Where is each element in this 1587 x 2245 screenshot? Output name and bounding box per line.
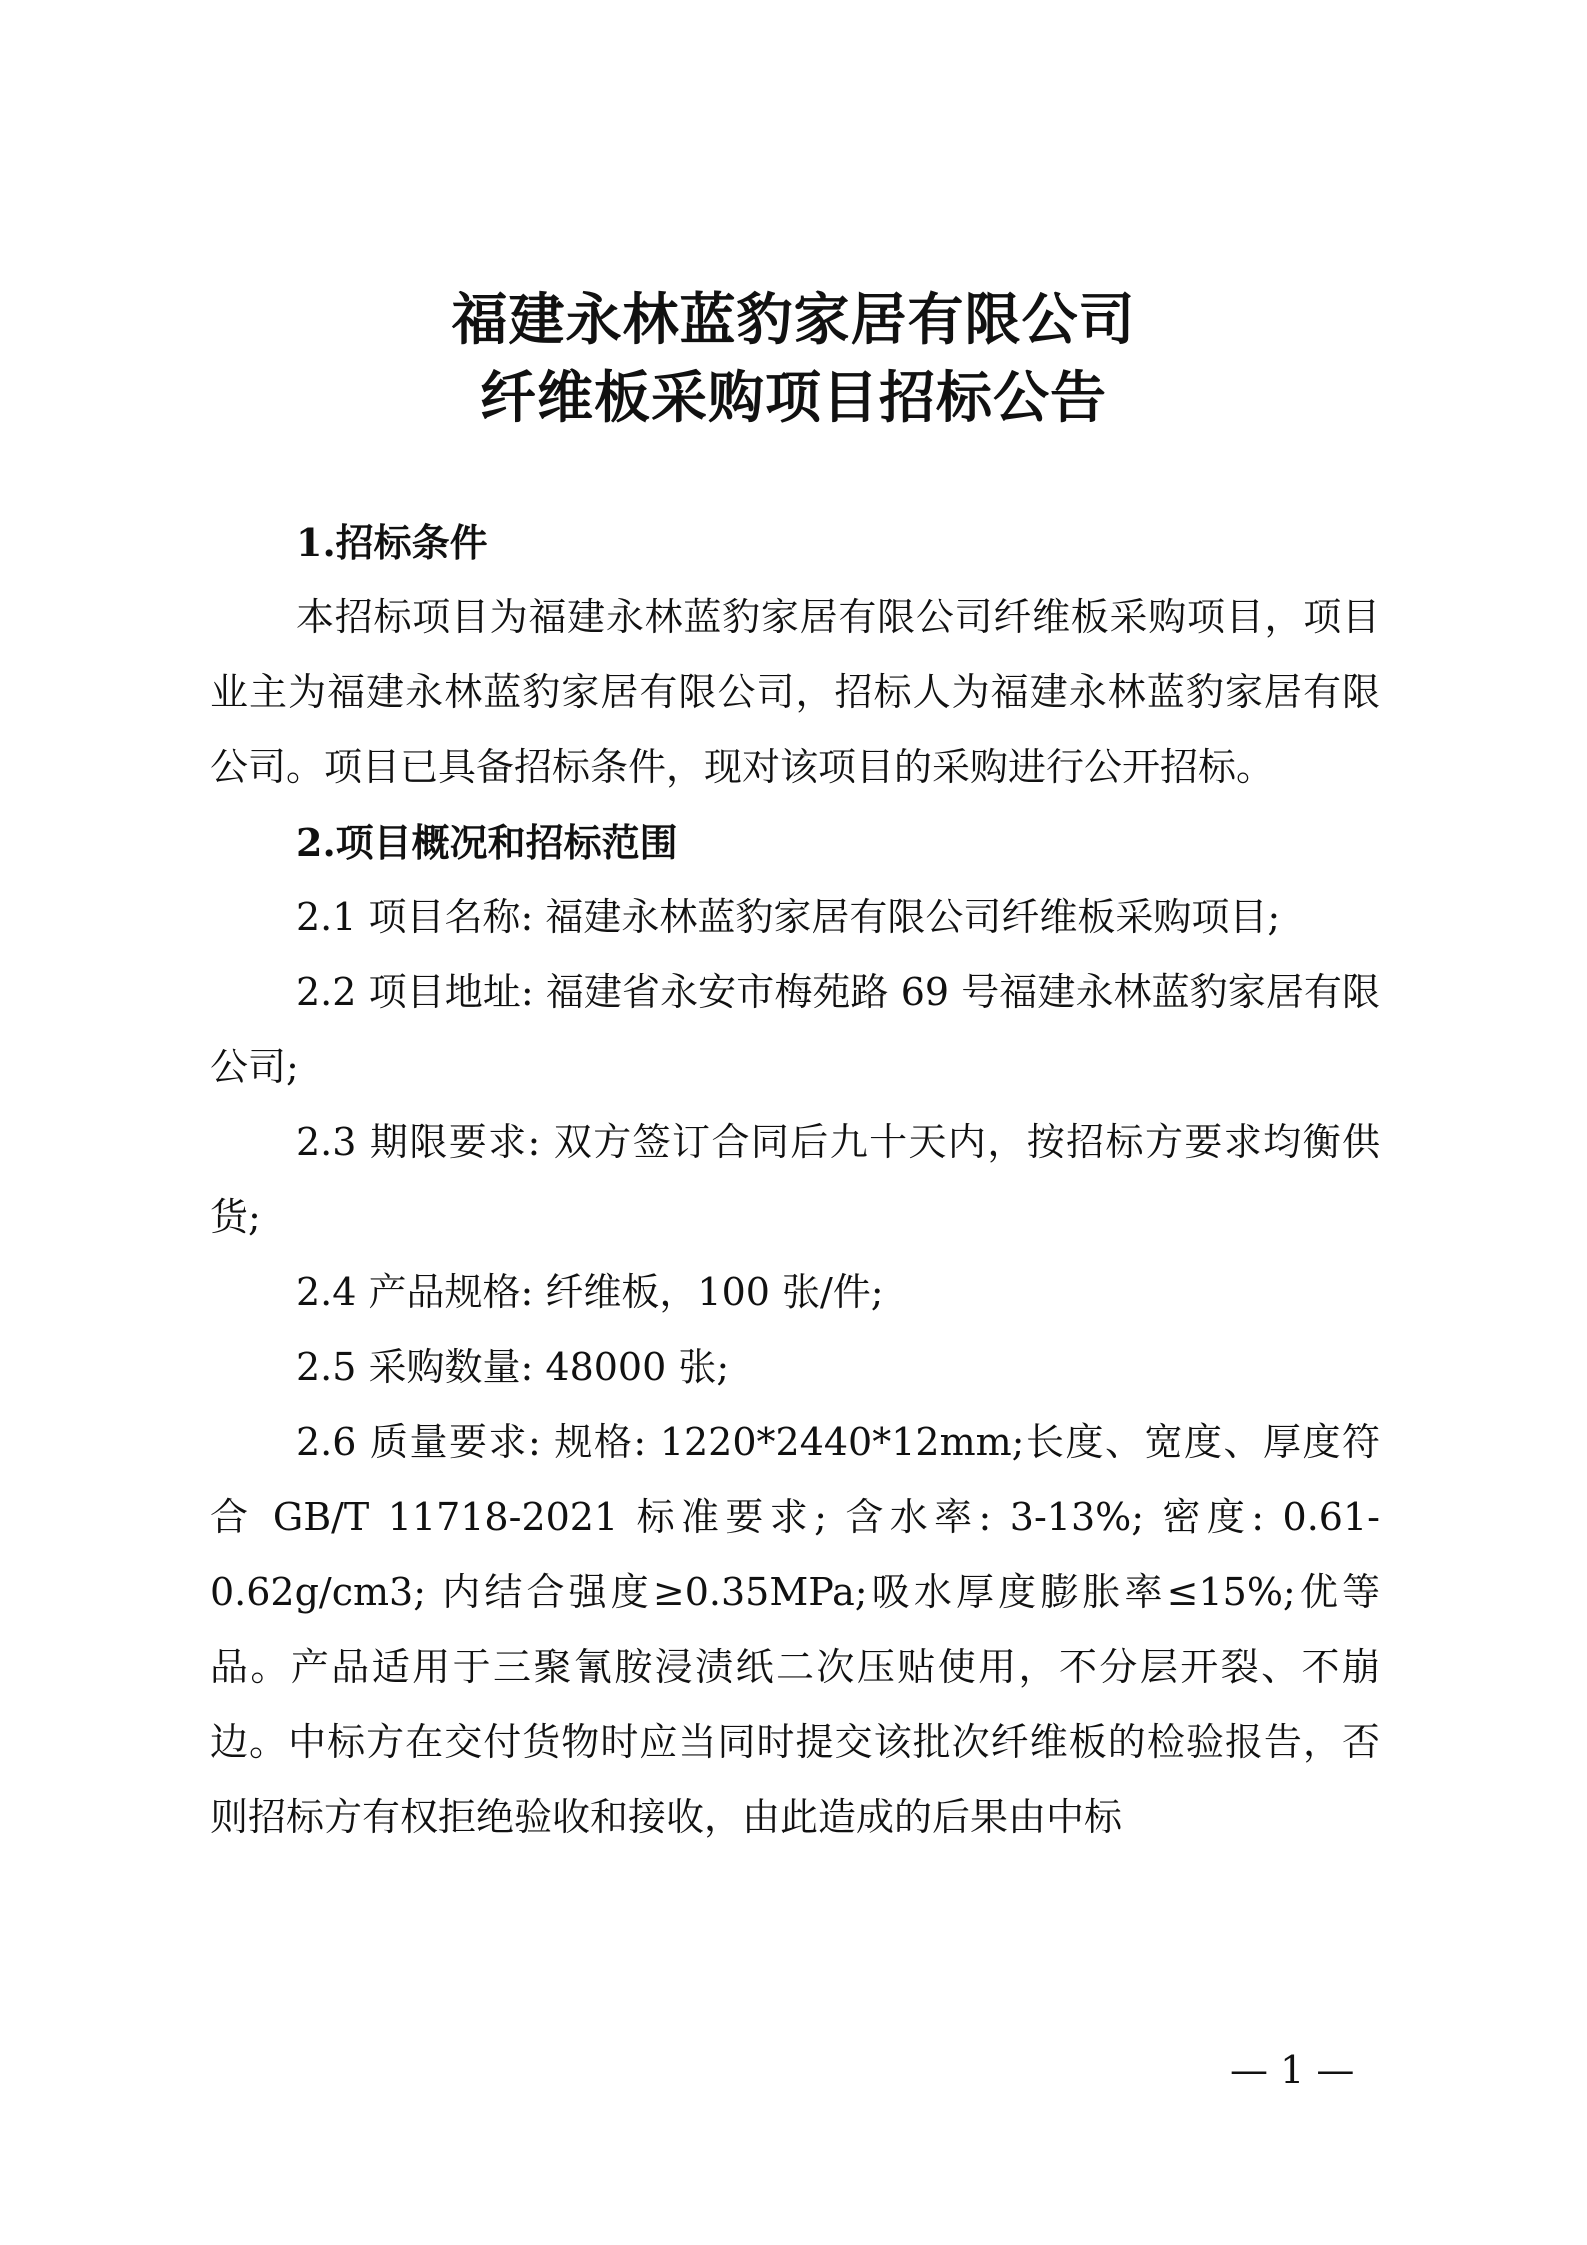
item-2-2: 2.2 项目地址: 福建省永安市梅苑路 69 号福建永林蓝豹家居有限公司; xyxy=(210,970,1380,1089)
item-2-1: 2.1 项目名称: 福建永林蓝豹家居有限公司纤维板采购项目; xyxy=(296,895,1281,939)
document-title-line2: 纤维板采购项目招标公告 xyxy=(480,365,1107,431)
item-2-4: 2.4 产品规格: 纤维板，100 张/件; xyxy=(296,1270,884,1314)
item-2-6: 2.6 质量要求: 规格: 1220*2440*12mm;长度、宽度、厚度符合 GB/T 11718-2021 标准要求; 含水率: 3-13%; 密度: 0.61-0.62g/cm3; 内结合强度≥0.35MPa;吸水厚度膨胀率≤15%;优等品。产品适用于三聚氰胺浸渍纸二次压贴使用，不分层开裂、不崩边。中标方在交付货物时应当同时提交该批次纤维板的检验报告，否则招标方有权拒绝验收和接收，由此造成的后果由中标 xyxy=(210,1420,1380,1839)
section-1-heading: 1.招标条件 xyxy=(296,520,488,565)
page-number: — 1 — xyxy=(1230,2048,1355,2092)
item-2-3: 2.3 期限要求: 双方签订合同后九十天内，按招标方要求均衡供货; xyxy=(210,1120,1380,1239)
section-2-heading: 2.项目概况和招标范围 xyxy=(296,820,678,865)
section-1-paragraph: 本招标项目为福建永林蓝豹家居有限公司纤维板采购项目，项目业主为福建永林蓝豹家居有限公司，招标人为福建永林蓝豹家居有限公司。项目已具备招标条件，现对该项目的采购进行公开招标。 xyxy=(210,595,1380,789)
item-2-5: 2.5 采购数量: 48000 张; xyxy=(296,1345,730,1389)
document-body xyxy=(210,505,1380,1855)
document-title-line1: 福建永林蓝豹家居有限公司 xyxy=(451,287,1136,353)
